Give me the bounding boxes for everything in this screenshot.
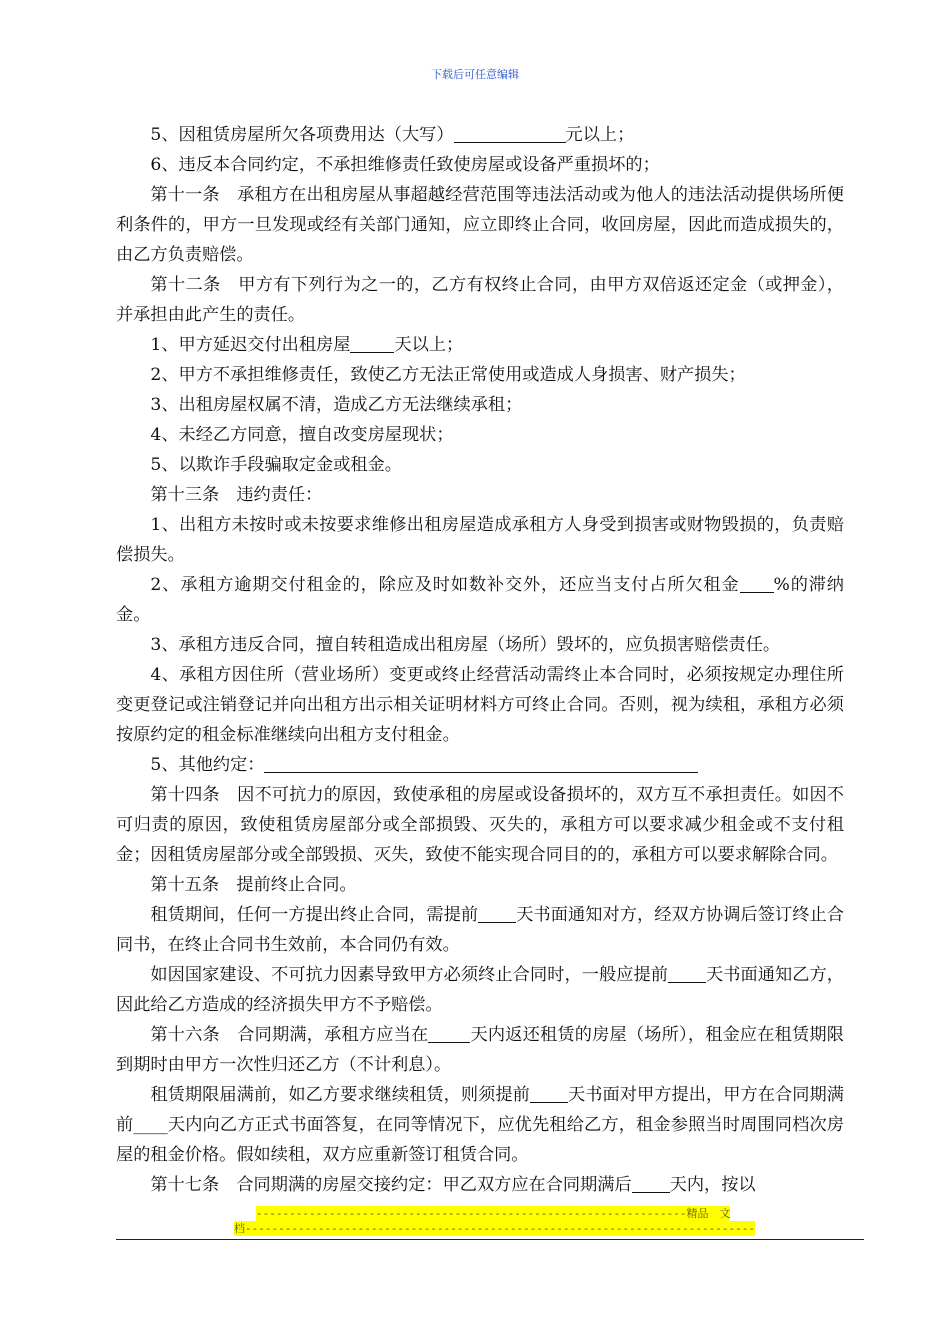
paragraph-text-continued: 元以上； — [565, 125, 635, 145]
contract-paragraph — [116, 1170, 844, 1200]
fill-in-blank — [632, 1174, 670, 1193]
contract-paragraph — [116, 120, 844, 150]
paragraph-text: 3、承租方违反合同，擅自转租造成出租房屋（场所）毁坏的，应负损害赔偿责任。 — [150, 635, 781, 655]
contract-paragraph — [116, 330, 844, 360]
paragraph-text: 5、因租赁房屋所欠各项费用达（大写） — [150, 125, 454, 145]
fill-in-blank — [428, 1024, 470, 1043]
paragraph-text-continued: %的滞纳金。 — [116, 575, 844, 625]
fill-in-blank — [454, 124, 566, 143]
paragraph-text: 第十一条 承租方在出租房屋从事超越经营范围等违法活动或为他人的违法活动提供场所便利条件的，甲方一旦发现或经有关部门通知，应立即终止合同，收回房屋，因此而造成损失的，由乙方负责赔偿。 — [116, 185, 844, 265]
contract-paragraph — [116, 150, 844, 180]
paragraph-text: 2、承租方逾期交付租金的，除应及时如数补交外，还应当支付占所欠租金 — [150, 575, 740, 595]
contract-paragraph — [116, 1020, 844, 1080]
contract-paragraph — [116, 870, 844, 900]
paragraph-text-continued: 天书面通知对方，经双方协调后签订终止合同书，在终止合同书生效前，本合同仍有效。 — [116, 905, 844, 955]
paragraph-text: 5、以欺诈手段骗取定金或租金。 — [150, 455, 402, 475]
paragraph-text: 第十四条 因不可抗力的原因，致使承租的房屋或设备损坏的，双方互不承担责任。如因不可归责的原因，致使租赁房屋部分或全部损毁、灭失的，承租方可以要求减少租金或不支付租金；因租赁房屋部分或全部毁损、灭失，致使不能实现合同目的的，承租方可以要求解除合同。 — [116, 785, 844, 865]
contract-paragraph — [116, 420, 844, 450]
fill-in-blank — [478, 904, 516, 923]
fill-in-blank — [350, 334, 394, 353]
contract-paragraph — [116, 390, 844, 420]
contract-paragraph — [116, 360, 844, 390]
contract-paragraph — [116, 510, 844, 570]
paragraph-text: 4、未经乙方同意，擅自改变房屋现状； — [150, 425, 454, 445]
fill-in-blank — [530, 1084, 568, 1103]
fill-in-blank — [740, 574, 774, 593]
paragraph-text: 第十六条 合同期满，承租方应当在 — [150, 1025, 429, 1045]
paragraph-text: 租赁期间，任何一方提出终止合同，需提前 — [150, 905, 479, 925]
contract-paragraph — [116, 1080, 844, 1170]
paragraph-text-continued: 天内，按以 — [669, 1175, 756, 1195]
paragraph-text: 2、甲方不承担维修责任，致使乙方无法正常使用或造成人身损害、财产损失； — [150, 365, 746, 385]
paragraph-text: 第十三条 违约责任： — [150, 485, 323, 505]
paragraph-text: 如因国家建设、不可抗力因素导致甲方必须终止合同时，一般应提前 — [150, 965, 668, 985]
contract-paragraph — [116, 630, 844, 660]
contract-paragraph — [116, 480, 844, 510]
contract-paragraph — [116, 450, 844, 480]
footer-watermark-line-2: 档----------------------------------------------------------------------------- — [234, 1222, 755, 1235]
paragraph-text: 第十二条 甲方有下列行为之一的，乙方有权终止合同，由甲方双倍返还定金（或押金），并承担由此产生的责任。 — [116, 275, 844, 325]
contract-paragraph — [116, 180, 844, 270]
footer-rule — [116, 1239, 864, 1240]
paragraph-text: 3、出租房屋权属不清，造成乙方无法继续承租； — [150, 395, 523, 415]
paragraph-text: 第十七条 合同期满的房屋交接约定：甲乙双方应在合同期满后 — [150, 1175, 632, 1195]
footer-watermark-line-1: -----------------------------------------------------------------精品 文 — [256, 1207, 731, 1220]
paragraph-text-continued: 天书面通知乙方，因此给乙方造成的经济损失甲方不予赔偿。 — [116, 965, 844, 1015]
contract-paragraph — [116, 570, 844, 630]
contract-body — [116, 120, 844, 1200]
paragraph-text: 1、甲方延迟交付出租房屋 — [150, 335, 351, 355]
paragraph-text: 4、承租方因住所（营业场所）变更或终止经营活动需终止本合同时，必须按规定办理住所变更登记或注销登记并向出租方出示相关证明材料方可终止合同。否则，视为续租，承租方必须按原约定的租金标准继续向出租方支付租金。 — [116, 665, 844, 745]
contract-paragraph — [116, 900, 844, 960]
page-header-note: 下载后可任意编辑 — [431, 68, 519, 81]
fill-in-blank — [264, 754, 698, 773]
contract-paragraph — [116, 960, 844, 1020]
paragraph-text-continued: 天内返还租赁的房屋（场所），租金应在租赁期限到期时由甲方一次性归还乙方（不计利息）。 — [116, 1025, 844, 1075]
paragraph-text: 租赁期限届满前，如乙方要求继续租赁，则须提前 — [150, 1085, 530, 1105]
paragraph-text: 1、出租方未按时或未按要求维修出租房屋造成承租方人身受到损害或财物毁损的，负责赔偿损失。 — [116, 515, 844, 565]
contract-paragraph — [116, 270, 844, 330]
contract-paragraph — [116, 660, 844, 750]
paragraph-text-continued: 天以上； — [394, 335, 464, 355]
paragraph-text: 第十五条 提前终止合同。 — [150, 875, 357, 895]
contract-paragraph — [116, 750, 844, 780]
fill-in-blank — [668, 964, 706, 983]
paragraph-text: 5、其他约定： — [150, 755, 265, 775]
contract-paragraph — [116, 780, 844, 870]
paragraph-text-continued: 天书面对甲方提出，甲方在合同期满前____天内向乙方正式书面答复，在同等情况下，应优先租给乙方，租金参照当时周围同档次房屋的租金价格。假如续租，双方应重新签订租赁合同。 — [116, 1085, 844, 1165]
paragraph-text: 6、违反本合同约定，不承担维修责任致使房屋或设备严重损坏的； — [150, 155, 660, 175]
